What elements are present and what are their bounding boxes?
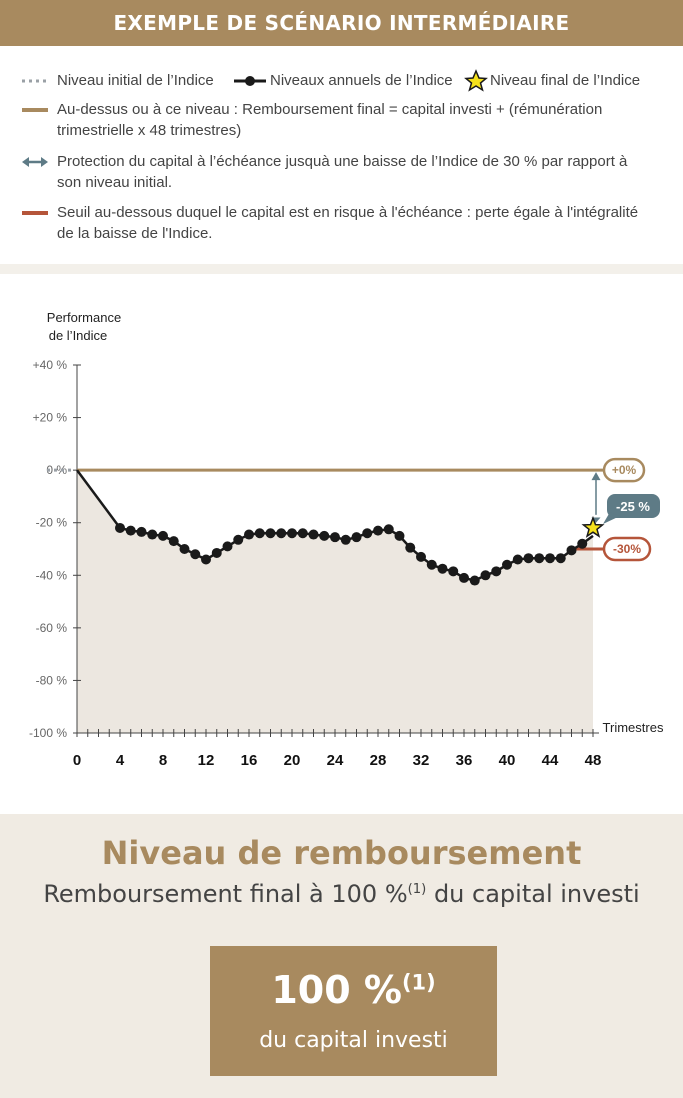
chart-panel	[0, 274, 683, 814]
data-point	[384, 524, 394, 534]
x-tick-label: 20	[283, 752, 301, 769]
data-point	[395, 531, 405, 541]
x-tick-label: 40	[498, 752, 516, 769]
legend-protection-line1: Protection du capital à l’échéance jusquà une baisse de l’Indice de 30 % par rapport à	[57, 153, 628, 170]
y-tick-label: -20 %	[35, 515, 67, 530]
data-point	[169, 536, 179, 546]
x-tick-label: 24	[326, 752, 344, 769]
data-point	[223, 541, 233, 551]
data-point	[416, 552, 426, 562]
result-panel	[0, 814, 683, 1098]
data-point	[470, 576, 480, 586]
legend-risk-line2: de la baisse de l'Indice.	[57, 225, 213, 242]
x-axis-label: Trimestres	[602, 720, 664, 735]
data-point	[577, 539, 587, 549]
data-point	[266, 528, 276, 538]
data-point	[212, 548, 222, 558]
legend-initial-level: Niveau initial de l’Indice	[57, 72, 214, 89]
data-point	[190, 549, 200, 559]
legend-protection-line2: son niveau initial.	[57, 174, 173, 191]
result-box	[210, 946, 497, 1076]
page-title: EXEMPLE DE SCÉNARIO INTERMÉDIAIRE	[113, 11, 570, 35]
data-point	[534, 553, 544, 563]
data-point	[244, 530, 254, 540]
legend-threshold-line1: Au-dessus ou à ce niveau : Remboursement final = capital investi + (rémunération	[57, 101, 603, 118]
y-tick-label: -60 %	[35, 620, 67, 635]
data-point	[459, 573, 469, 583]
result-subtitle-text: Remboursement final à 100 %	[43, 880, 408, 908]
data-point	[298, 528, 308, 538]
risk-label: -30%	[612, 542, 642, 556]
x-tick-label: 28	[369, 752, 387, 769]
data-point	[287, 528, 297, 538]
separator	[0, 264, 683, 274]
data-point	[330, 532, 340, 542]
result-subtitle	[0, 880, 683, 908]
x-tick-label: 4	[115, 752, 125, 769]
result-box-value: 100 %	[271, 968, 402, 1012]
data-point	[491, 566, 501, 576]
data-point	[373, 526, 383, 536]
data-point	[405, 543, 415, 553]
result-title: Niveau de remboursement	[101, 834, 582, 872]
x-tick-label: 12	[197, 752, 215, 769]
y-tick-label: -100 %	[28, 726, 67, 740]
legend	[0, 46, 683, 264]
data-point	[126, 526, 136, 536]
y-tick-label: -80 %	[35, 673, 67, 688]
x-tick-label: 36	[455, 752, 473, 769]
x-tick-label: 32	[412, 752, 430, 769]
x-tick-label: 0	[72, 752, 82, 769]
y-tick-label: +40 %	[32, 358, 67, 372]
data-point	[427, 560, 437, 570]
data-point	[158, 531, 168, 541]
data-point	[556, 553, 566, 563]
data-point	[180, 544, 190, 554]
data-point	[115, 523, 125, 533]
x-tick-label: 16	[240, 752, 258, 769]
data-point	[438, 564, 448, 574]
performance-chart	[0, 274, 683, 814]
initial-level-marker	[20, 71, 60, 91]
data-point	[362, 528, 372, 538]
final-level-star	[584, 518, 603, 536]
data-point	[233, 535, 243, 545]
protection-arrow-icon	[20, 152, 60, 172]
data-point	[319, 531, 329, 541]
result-box-value-row	[210, 968, 497, 1012]
data-point	[309, 530, 319, 540]
data-point	[147, 530, 157, 540]
x-tick-label: 44	[541, 752, 559, 769]
data-point	[502, 560, 512, 570]
result-subtitle-end: du capital investi	[426, 880, 640, 908]
data-point	[448, 566, 458, 576]
header-bar	[0, 0, 683, 46]
y-axis-label-line1: Performance	[46, 310, 122, 325]
data-point	[137, 527, 147, 537]
data-point	[352, 532, 362, 542]
final-label: -25 %	[616, 499, 650, 514]
y-tick-label: -40 %	[35, 568, 67, 583]
legend-threshold-line2: trimestrielle x 48 trimestres)	[57, 122, 242, 139]
x-tick-label: 8	[158, 752, 168, 769]
data-point	[513, 555, 523, 565]
protection-arrow-up	[592, 472, 601, 480]
result-subtitle-footnote: (1)	[407, 882, 427, 897]
threshold-label: +0%	[611, 463, 637, 478]
data-point	[567, 545, 577, 555]
data-point	[201, 555, 211, 565]
data-point	[481, 570, 491, 580]
data-point	[341, 535, 351, 545]
legend-risk-line1: Seuil au-dessous duquel le capital est en risque à l'échéance : perte égale à l'intégralité	[57, 204, 639, 221]
y-tick-label: +20 %	[32, 410, 67, 425]
y-axis-label-line2: de l’Indice	[48, 328, 108, 343]
risk-marker	[20, 203, 60, 223]
data-point	[545, 553, 555, 563]
data-point	[524, 553, 534, 563]
data-point	[255, 528, 265, 538]
area-fill	[77, 470, 593, 733]
star-icon	[464, 69, 488, 93]
y-tick-label: 0 %	[46, 463, 67, 478]
annual-levels-marker	[232, 71, 272, 91]
result-box-caption: du capital investi	[259, 1028, 448, 1053]
result-box-footnote: (1)	[401, 970, 436, 995]
legend-annual-levels: Niveaux annuels de l’Indice	[270, 72, 453, 89]
x-tick-label: 48	[584, 752, 602, 769]
threshold-marker	[20, 100, 60, 120]
data-point	[276, 528, 286, 538]
legend-final-level: Niveau final de l’Indice	[490, 72, 641, 89]
